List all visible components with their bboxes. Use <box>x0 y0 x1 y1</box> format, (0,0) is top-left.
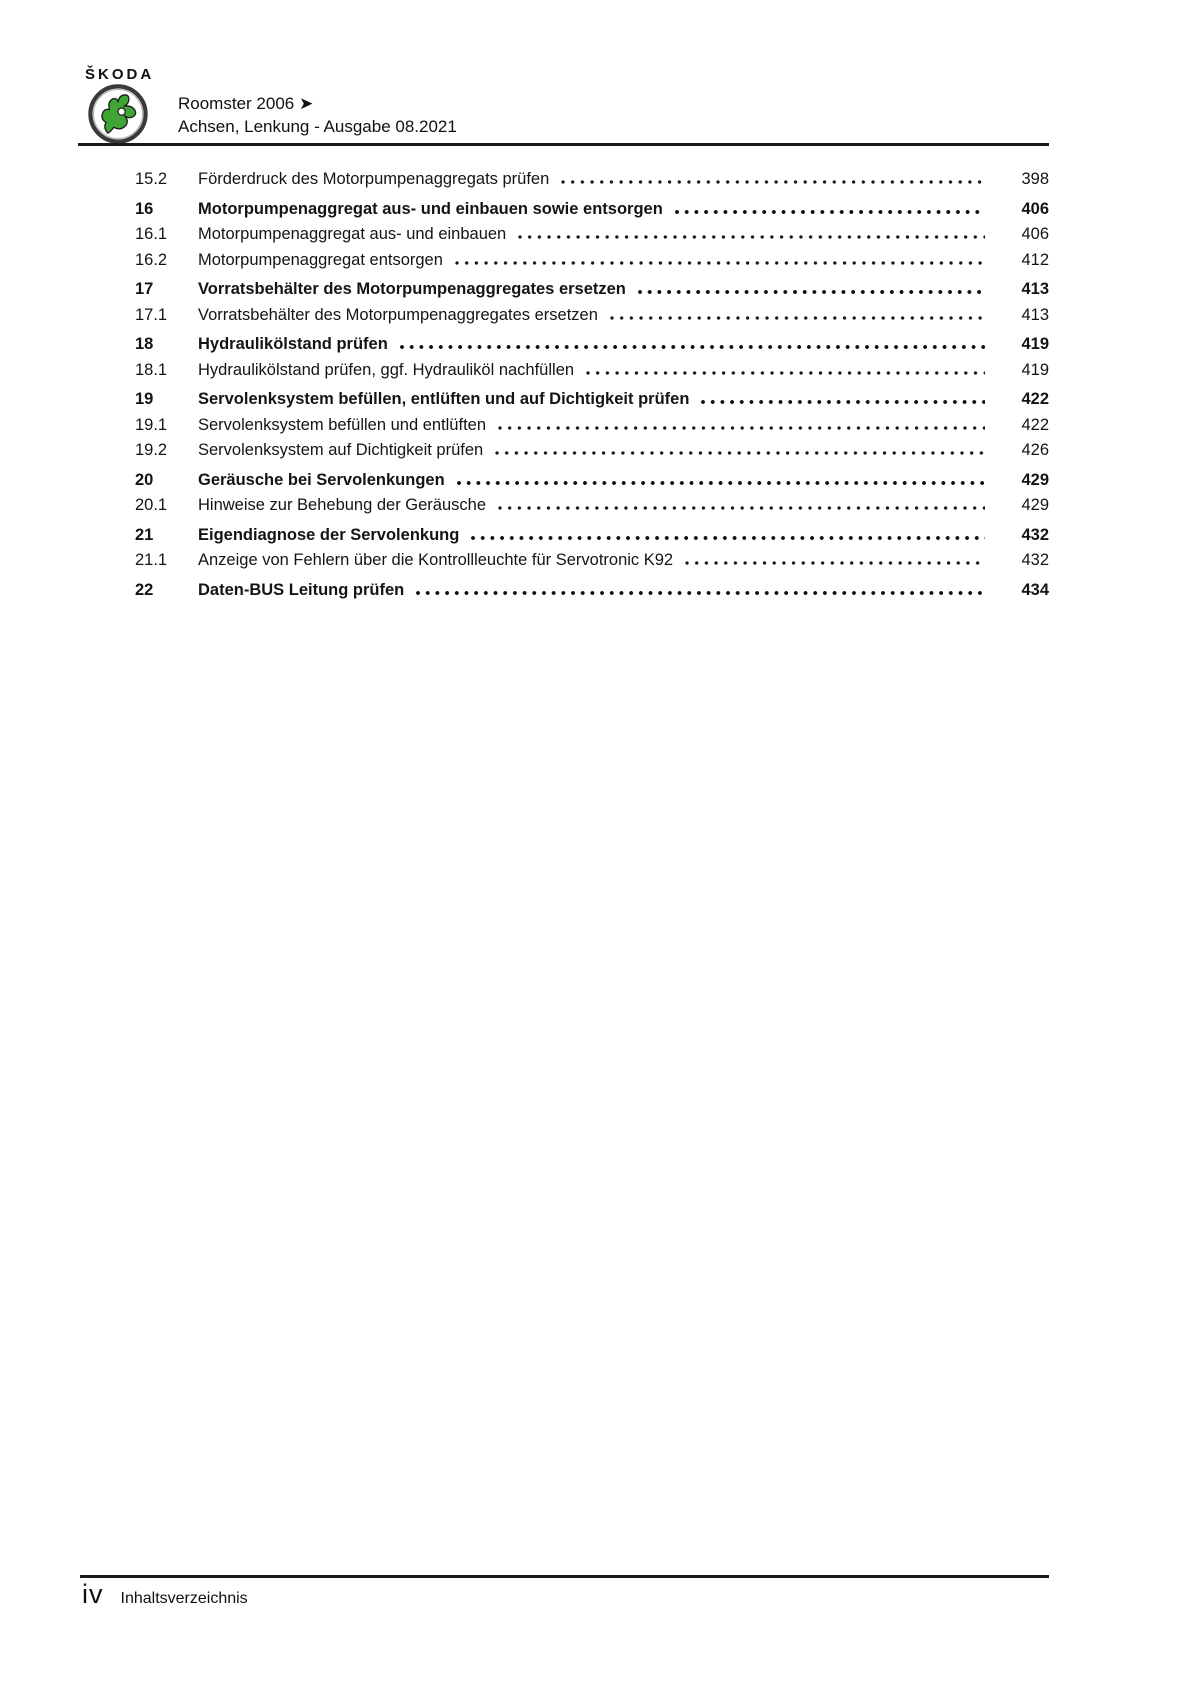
toc-entry-title: Hydraulikölstand prüfen, ggf. Hydrauliköl nachfüllen <box>198 360 575 379</box>
dotted-leader <box>400 345 985 349</box>
toc-entry-page: 426 <box>1021 441 1049 459</box>
toc-entry-title: Servolenksystem auf Dichtigkeit prüfen <box>198 441 484 459</box>
toc-entry <box>135 523 1049 549</box>
model-title: Roomster 2006 ➤ <box>178 94 314 113</box>
toc-entry <box>135 548 1049 574</box>
skoda-logo-icon <box>88 84 148 144</box>
toc-entry <box>135 303 1049 329</box>
toc-entry <box>135 167 1049 193</box>
toc-entry-number: 17 <box>135 280 154 298</box>
header-title-block <box>178 92 457 138</box>
dotted-leader <box>701 400 985 404</box>
toc-entry <box>135 248 1049 274</box>
toc-entry <box>135 222 1049 248</box>
dotted-leader <box>471 536 985 540</box>
toc-entry-page: 419 <box>1021 335 1049 353</box>
toc-entry <box>135 332 1049 358</box>
toc-entry-title: Geräusche bei Servolenkungen <box>198 470 445 489</box>
manual-subtitle: Achsen, Lenkung - Ausgabe 08.2021 <box>178 117 457 136</box>
toc-entry-number: 22 <box>135 580 154 599</box>
toc-entry-page: 413 <box>1021 280 1049 298</box>
toc-entry <box>135 277 1049 303</box>
toc-entry-number: 16.2 <box>135 250 168 269</box>
dotted-leader <box>455 261 985 265</box>
toc-entry-page: 398 <box>1021 170 1049 188</box>
dotted-leader <box>498 426 985 430</box>
toc-entry-title: Eigendiagnose der Servolenkung <box>198 525 460 544</box>
toc-list <box>135 167 1049 603</box>
toc-entry-title: Hydraulikölstand prüfen <box>198 335 388 353</box>
dotted-leader <box>495 451 985 455</box>
toc-entry <box>135 358 1049 384</box>
toc-entry-page: 419 <box>1021 360 1049 379</box>
toc-entry-title: Servolenksystem befüllen, entlüften und auf Dichtigkeit prüfen <box>198 390 690 408</box>
toc-entry-page: 432 <box>1021 525 1049 544</box>
toc-entry-title: Daten-BUS Leitung prüfen <box>198 580 405 599</box>
toc-entry-number: 19 <box>135 390 154 408</box>
dotted-leader <box>675 210 985 214</box>
dotted-leader <box>561 180 985 184</box>
toc-entry-number: 19.2 <box>135 441 168 459</box>
toc-entry-title: Anzeige von Fehlern über die Kontrollleuchte für Servotronic K92 <box>198 551 674 569</box>
toc-entry-page: 429 <box>1021 496 1049 514</box>
toc-entry <box>135 468 1049 494</box>
toc-entry <box>135 387 1049 413</box>
dotted-leader <box>416 591 985 595</box>
toc-entry-page: 432 <box>1021 551 1049 569</box>
toc-entry-number: 15.2 <box>135 170 168 188</box>
toc-entry-number: 18.1 <box>135 360 168 379</box>
toc-entry-number: 19.1 <box>135 415 168 434</box>
toc-entry-title: Servolenksystem befüllen und entlüften <box>198 415 487 434</box>
toc-entry <box>135 438 1049 464</box>
winged-arrow-eye <box>118 108 125 115</box>
toc-entry-number: 16.1 <box>135 225 168 243</box>
dotted-leader <box>498 506 985 510</box>
dotted-leader <box>638 290 985 294</box>
toc-entry-number: 21.1 <box>135 551 168 569</box>
toc-entry <box>135 578 1049 604</box>
toc-entry-title: Hinweise zur Behebung der Geräusche <box>198 496 487 514</box>
toc-entry-number: 21 <box>135 525 154 544</box>
toc-entry-page: 412 <box>1021 250 1049 269</box>
toc-entry-page: 422 <box>1021 415 1049 434</box>
toc-entry-page: 434 <box>1021 580 1049 599</box>
toc-entry-title: Motorpumpenaggregat aus- und einbauen <box>198 225 507 243</box>
dotted-leader <box>610 316 985 320</box>
toc-entry-number: 18 <box>135 335 154 353</box>
toc-entry-title: Motorpumpenaggregat aus- und einbauen sowie entsorgen <box>198 199 663 218</box>
toc-entry-title: Vorratsbehälter des Motorpumpenaggregates ersetzen <box>198 280 626 298</box>
toc-entry-page: 406 <box>1021 199 1049 218</box>
toc-entry-title: Motorpumpenaggregat entsorgen <box>198 250 443 269</box>
toc-entry-title: Vorratsbehälter des Motorpumpenaggregates ersetzen <box>198 305 598 324</box>
toc-entry-page: 429 <box>1021 470 1049 489</box>
toc-entry-page: 422 <box>1021 390 1049 408</box>
footer-rule <box>80 1575 1049 1578</box>
toc-entry-page: 413 <box>1021 305 1049 324</box>
toc-entry <box>135 197 1049 223</box>
dotted-leader <box>457 481 985 485</box>
toc-entry-page: 406 <box>1021 225 1049 243</box>
toc-entry <box>135 413 1049 439</box>
dotted-leader <box>586 371 985 375</box>
toc-entry-title: Förderdruck des Motorpumpenaggregats prüfen <box>198 170 550 188</box>
footer-page-number: iv <box>82 1579 104 1609</box>
skoda-wordmark: ŠKODA <box>85 66 155 83</box>
toc-entry <box>135 493 1049 519</box>
footer-section-label: Inhaltsverzeichnis <box>120 1590 248 1607</box>
toc-entry-number: 17.1 <box>135 305 168 324</box>
header-rule <box>78 143 1049 146</box>
toc-entry-number: 20 <box>135 470 154 489</box>
dotted-leader <box>518 235 985 239</box>
toc-entry-number: 16 <box>135 199 154 218</box>
dotted-leader <box>685 561 985 565</box>
toc-entry-number: 20.1 <box>135 496 168 514</box>
